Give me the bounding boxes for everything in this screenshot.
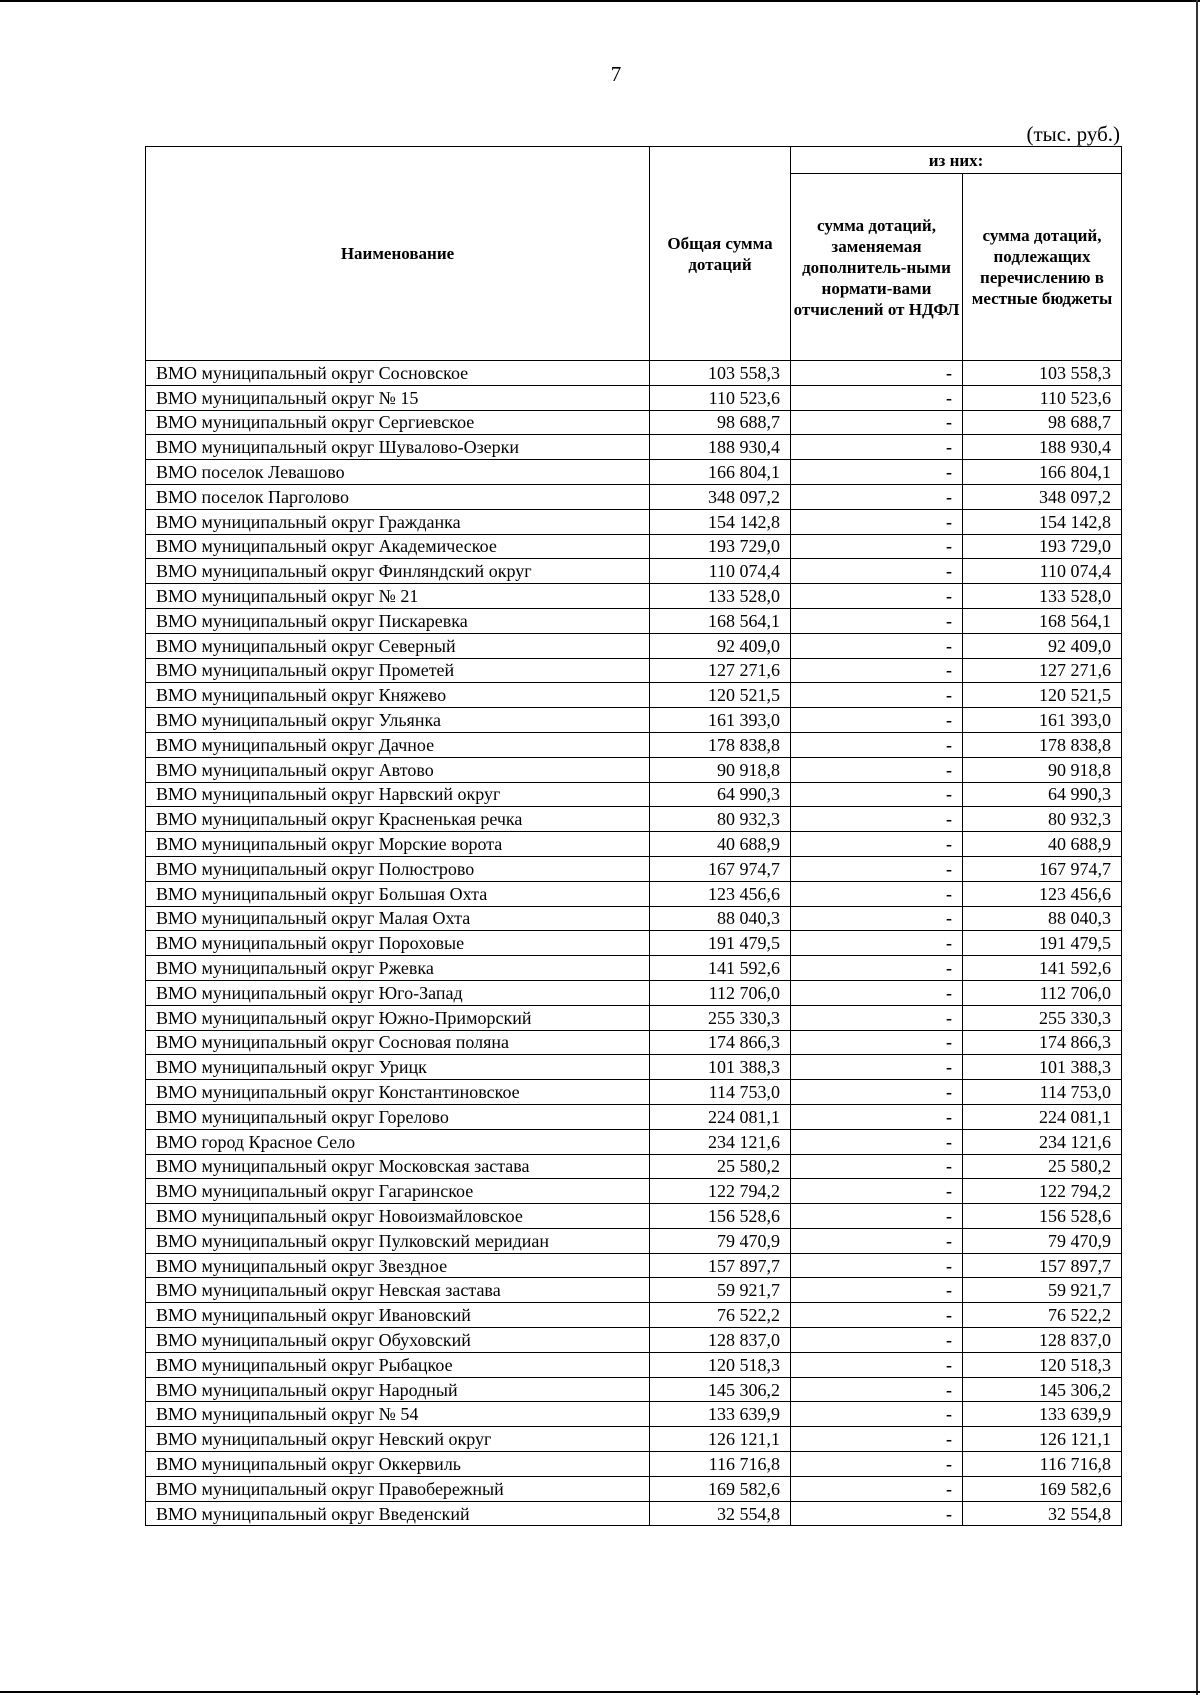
cell-replaced: -	[791, 1154, 963, 1179]
cell-name: ВМО город Красное Село	[146, 1129, 650, 1154]
cell-replaced: -	[791, 980, 963, 1005]
table-row	[146, 658, 1122, 683]
cell-total: 120 521,5	[650, 683, 791, 708]
cell-transferred: 126 121,1	[963, 1427, 1122, 1452]
cell-replaced: -	[791, 807, 963, 832]
cell-replaced: -	[791, 1452, 963, 1477]
cell-replaced: -	[791, 757, 963, 782]
cell-name: ВМО муниципальный округ Ивановский	[146, 1303, 650, 1328]
cell-transferred: 64 990,3	[963, 782, 1122, 807]
cell-total: 169 582,6	[650, 1476, 791, 1501]
cell-replaced: -	[791, 732, 963, 757]
table-row	[146, 1080, 1122, 1105]
cell-transferred: 133 528,0	[963, 584, 1122, 609]
table-row	[146, 460, 1122, 485]
header-total: Общая сумма дотаций	[650, 147, 791, 361]
cell-name: ВМО поселок Парголово	[146, 484, 650, 509]
cell-replaced: -	[791, 1228, 963, 1253]
cell-total: 167 974,7	[650, 856, 791, 881]
cell-name: ВМО муниципальный округ Оккервиль	[146, 1452, 650, 1477]
cell-transferred: 156 528,6	[963, 1204, 1122, 1229]
cell-transferred: 25 580,2	[963, 1154, 1122, 1179]
cell-transferred: 90 918,8	[963, 757, 1122, 782]
cell-total: 154 142,8	[650, 509, 791, 534]
table-row	[146, 683, 1122, 708]
cell-transferred: 168 564,1	[963, 608, 1122, 633]
cell-total: 123 456,6	[650, 881, 791, 906]
table-row	[146, 1030, 1122, 1055]
cell-name: ВМО муниципальный округ Народный	[146, 1377, 650, 1402]
cell-total: 157 897,7	[650, 1253, 791, 1278]
table-row	[146, 1501, 1122, 1526]
cell-total: 224 081,1	[650, 1104, 791, 1129]
cell-name: ВМО муниципальный округ Нарвский округ	[146, 782, 650, 807]
cell-total: 90 918,8	[650, 757, 791, 782]
cell-replaced: -	[791, 856, 963, 881]
cell-name: ВМО муниципальный округ Обуховский	[146, 1328, 650, 1353]
cell-transferred: 120 518,3	[963, 1352, 1122, 1377]
cell-name: ВМО муниципальный округ Прометей	[146, 658, 650, 683]
cell-replaced: -	[791, 1129, 963, 1154]
cell-name: ВМО муниципальный округ Невский округ	[146, 1427, 650, 1452]
cell-transferred: 116 716,8	[963, 1452, 1122, 1477]
cell-name: ВМО муниципальный округ Академическое	[146, 534, 650, 559]
table-row	[146, 708, 1122, 733]
cell-replaced: -	[791, 1104, 963, 1129]
cell-total: 92 409,0	[650, 633, 791, 658]
cell-total: 178 838,8	[650, 732, 791, 757]
cell-replaced: -	[791, 832, 963, 857]
cell-transferred: 224 081,1	[963, 1104, 1122, 1129]
table-row	[146, 608, 1122, 633]
cell-transferred: 112 706,0	[963, 980, 1122, 1005]
table-row	[146, 385, 1122, 410]
table-row	[146, 1179, 1122, 1204]
cell-total: 110 074,4	[650, 559, 791, 584]
scan-border-right	[1196, 0, 1198, 1695]
cell-name: ВМО муниципальный округ Красненькая речка	[146, 807, 650, 832]
cell-name: ВМО муниципальный округ Звездное	[146, 1253, 650, 1278]
cell-transferred: 32 554,8	[963, 1501, 1122, 1526]
cell-replaced: -	[791, 956, 963, 981]
cell-name: ВМО муниципальный округ Малая Охта	[146, 906, 650, 931]
cell-replaced: -	[791, 460, 963, 485]
cell-transferred: 166 804,1	[963, 460, 1122, 485]
cell-total: 156 528,6	[650, 1204, 791, 1229]
cell-transferred: 123 456,6	[963, 881, 1122, 906]
cell-name: ВМО муниципальный округ Южно-Приморский	[146, 1005, 650, 1030]
cell-total: 234 121,6	[650, 1129, 791, 1154]
cell-name: ВМО муниципальный округ Гражданка	[146, 509, 650, 534]
cell-name: ВМО муниципальный округ Введенский	[146, 1501, 650, 1526]
cell-name: ВМО муниципальный округ Полюстрово	[146, 856, 650, 881]
table-row	[146, 435, 1122, 460]
cell-replaced: -	[791, 1427, 963, 1452]
cell-replaced: -	[791, 906, 963, 931]
cell-replaced: -	[791, 1377, 963, 1402]
cell-transferred: 154 142,8	[963, 509, 1122, 534]
cell-total: 166 804,1	[650, 460, 791, 485]
table-row	[146, 1154, 1122, 1179]
table-row	[146, 1303, 1122, 1328]
cell-replaced: -	[791, 509, 963, 534]
cell-total: 79 470,9	[650, 1228, 791, 1253]
cell-total: 126 121,1	[650, 1427, 791, 1452]
cell-replaced: -	[791, 1204, 963, 1229]
table-row	[146, 1104, 1122, 1129]
table-row	[146, 1328, 1122, 1353]
cell-name: ВМО муниципальный округ Гагаринское	[146, 1179, 650, 1204]
cell-total: 101 388,3	[650, 1055, 791, 1080]
table-row	[146, 1402, 1122, 1427]
table-row	[146, 1055, 1122, 1080]
cell-total: 116 716,8	[650, 1452, 791, 1477]
cell-total: 193 729,0	[650, 534, 791, 559]
header-replaced: сумма дотаций, заменяемая дополнитель-ными нормати-вами отчислений от НДФЛ	[791, 174, 963, 361]
cell-name: ВМО муниципальный округ № 21	[146, 584, 650, 609]
cell-transferred: 191 479,5	[963, 931, 1122, 956]
cell-transferred: 161 393,0	[963, 708, 1122, 733]
cell-transferred: 133 639,9	[963, 1402, 1122, 1427]
cell-transferred: 178 838,8	[963, 732, 1122, 757]
scan-border-bottom	[0, 1691, 1200, 1693]
table-body	[146, 361, 1122, 1526]
cell-total: 103 558,3	[650, 361, 791, 386]
cell-name: ВМО муниципальный округ Княжево	[146, 683, 650, 708]
table-row	[146, 410, 1122, 435]
cell-transferred: 40 688,9	[963, 832, 1122, 857]
table-row	[146, 832, 1122, 857]
cell-total: 40 688,9	[650, 832, 791, 857]
cell-total: 128 837,0	[650, 1328, 791, 1353]
cell-replaced: -	[791, 484, 963, 509]
cell-replaced: -	[791, 435, 963, 460]
table-row	[146, 1129, 1122, 1154]
cell-total: 168 564,1	[650, 608, 791, 633]
table-row	[146, 509, 1122, 534]
cell-transferred: 80 932,3	[963, 807, 1122, 832]
table-header	[146, 147, 1122, 361]
cell-name: ВМО муниципальный округ Автово	[146, 757, 650, 782]
cell-transferred: 174 866,3	[963, 1030, 1122, 1055]
cell-transferred: 110 523,6	[963, 385, 1122, 410]
cell-replaced: -	[791, 584, 963, 609]
subsidies-table	[145, 146, 1122, 1526]
cell-name: ВМО муниципальный округ Сосновское	[146, 361, 650, 386]
cell-name: ВМО муниципальный округ Финляндский округ	[146, 559, 650, 584]
cell-total: 64 990,3	[650, 782, 791, 807]
cell-name: ВМО муниципальный округ Пороховые	[146, 931, 650, 956]
cell-name: ВМО муниципальный округ Морские ворота	[146, 832, 650, 857]
cell-total: 112 706,0	[650, 980, 791, 1005]
cell-transferred: 110 074,4	[963, 559, 1122, 584]
units-label: (тыс. руб.)	[1026, 122, 1120, 146]
table-row	[146, 1427, 1122, 1452]
cell-transferred: 59 921,7	[963, 1278, 1122, 1303]
cell-name: ВМО муниципальный округ Правобережный	[146, 1476, 650, 1501]
cell-transferred: 127 271,6	[963, 658, 1122, 683]
cell-transferred: 98 688,7	[963, 410, 1122, 435]
table-row	[146, 361, 1122, 386]
cell-replaced: -	[791, 1030, 963, 1055]
cell-name: ВМО муниципальный округ Невская застава	[146, 1278, 650, 1303]
cell-name: ВМО муниципальный округ Большая Охта	[146, 881, 650, 906]
table-row	[146, 956, 1122, 981]
cell-replaced: -	[791, 1253, 963, 1278]
cell-name: ВМО муниципальный округ Рыбацкое	[146, 1352, 650, 1377]
header-of-which: из них:	[791, 147, 1122, 174]
table-row	[146, 534, 1122, 559]
cell-total: 161 393,0	[650, 708, 791, 733]
cell-transferred: 193 729,0	[963, 534, 1122, 559]
cell-transferred: 79 470,9	[963, 1228, 1122, 1253]
cell-name: ВМО муниципальный округ Ульянка	[146, 708, 650, 733]
table-row	[146, 980, 1122, 1005]
cell-transferred: 92 409,0	[963, 633, 1122, 658]
cell-total: 25 580,2	[650, 1154, 791, 1179]
cell-transferred: 114 753,0	[963, 1080, 1122, 1105]
cell-total: 59 921,7	[650, 1278, 791, 1303]
header-name: Наименование	[146, 147, 650, 361]
cell-transferred: 348 097,2	[963, 484, 1122, 509]
cell-replaced: -	[791, 1080, 963, 1105]
cell-replaced: -	[791, 1005, 963, 1030]
cell-replaced: -	[791, 534, 963, 559]
cell-total: 133 639,9	[650, 1402, 791, 1427]
table-row	[146, 931, 1122, 956]
table-row	[146, 1476, 1122, 1501]
cell-total: 348 097,2	[650, 484, 791, 509]
cell-replaced: -	[791, 708, 963, 733]
table-row	[146, 782, 1122, 807]
cell-total: 120 518,3	[650, 1352, 791, 1377]
cell-replaced: -	[791, 361, 963, 386]
cell-total: 174 866,3	[650, 1030, 791, 1055]
table-row	[146, 1352, 1122, 1377]
cell-total: 80 932,3	[650, 807, 791, 832]
cell-total: 32 554,8	[650, 1501, 791, 1526]
cell-total: 191 479,5	[650, 931, 791, 956]
cell-replaced: -	[791, 931, 963, 956]
cell-total: 133 528,0	[650, 584, 791, 609]
cell-replaced: -	[791, 1328, 963, 1353]
cell-transferred: 234 121,6	[963, 1129, 1122, 1154]
cell-transferred: 122 794,2	[963, 1179, 1122, 1204]
cell-name: ВМО муниципальный округ № 54	[146, 1402, 650, 1427]
cell-name: ВМО муниципальный округ Дачное	[146, 732, 650, 757]
cell-replaced: -	[791, 559, 963, 584]
table-row	[146, 1253, 1122, 1278]
page-number: 7	[610, 62, 622, 86]
cell-replaced: -	[791, 1278, 963, 1303]
cell-replaced: -	[791, 658, 963, 683]
cell-replaced: -	[791, 683, 963, 708]
cell-name: ВМО муниципальный округ Северный	[146, 633, 650, 658]
cell-total: 255 330,3	[650, 1005, 791, 1030]
cell-name: ВМО муниципальный округ Московская застава	[146, 1154, 650, 1179]
scan-border-top	[0, 0, 1200, 2]
cell-total: 145 306,2	[650, 1377, 791, 1402]
cell-transferred: 103 558,3	[963, 361, 1122, 386]
cell-name: ВМО муниципальный округ Ржевка	[146, 956, 650, 981]
cell-total: 76 522,2	[650, 1303, 791, 1328]
table-row	[146, 584, 1122, 609]
cell-replaced: -	[791, 633, 963, 658]
cell-replaced: -	[791, 385, 963, 410]
cell-transferred: 88 040,3	[963, 906, 1122, 931]
table-row	[146, 881, 1122, 906]
cell-name: ВМО поселок Левашово	[146, 460, 650, 485]
cell-total: 114 753,0	[650, 1080, 791, 1105]
cell-replaced: -	[791, 782, 963, 807]
table-row	[146, 633, 1122, 658]
cell-name: ВМО муниципальный округ Константиновское	[146, 1080, 650, 1105]
cell-transferred: 120 521,5	[963, 683, 1122, 708]
cell-total: 110 523,6	[650, 385, 791, 410]
cell-replaced: -	[791, 410, 963, 435]
cell-total: 127 271,6	[650, 658, 791, 683]
cell-name: ВМО муниципальный округ Пискаревка	[146, 608, 650, 633]
cell-name: ВМО муниципальный округ Новоизмайловское	[146, 1204, 650, 1229]
table-row	[146, 1005, 1122, 1030]
cell-total: 141 592,6	[650, 956, 791, 981]
cell-replaced: -	[791, 1352, 963, 1377]
table-row	[146, 1452, 1122, 1477]
cell-transferred: 255 330,3	[963, 1005, 1122, 1030]
table-row	[146, 906, 1122, 931]
cell-name: ВМО муниципальный округ Пулковский меридиан	[146, 1228, 650, 1253]
table-row	[146, 1377, 1122, 1402]
header-transferred: сумма дотаций, подлежащих перечислению в местные бюджеты	[963, 174, 1122, 361]
cell-replaced: -	[791, 1402, 963, 1427]
cell-transferred: 128 837,0	[963, 1328, 1122, 1353]
cell-transferred: 145 306,2	[963, 1377, 1122, 1402]
cell-name: ВМО муниципальный округ Сергиевское	[146, 410, 650, 435]
table-row	[146, 732, 1122, 757]
cell-transferred: 169 582,6	[963, 1476, 1122, 1501]
cell-transferred: 157 897,7	[963, 1253, 1122, 1278]
cell-total: 122 794,2	[650, 1179, 791, 1204]
cell-name: ВМО муниципальный округ № 15	[146, 385, 650, 410]
cell-transferred: 76 522,2	[963, 1303, 1122, 1328]
table-row	[146, 856, 1122, 881]
cell-total: 188 930,4	[650, 435, 791, 460]
table-row	[146, 1278, 1122, 1303]
cell-replaced: -	[791, 1501, 963, 1526]
table-row	[146, 807, 1122, 832]
cell-replaced: -	[791, 881, 963, 906]
cell-name: ВМО муниципальный округ Урицк	[146, 1055, 650, 1080]
cell-name: ВМО муниципальный округ Сосновая поляна	[146, 1030, 650, 1055]
cell-transferred: 188 930,4	[963, 435, 1122, 460]
cell-replaced: -	[791, 1476, 963, 1501]
cell-name: ВМО муниципальный округ Горелово	[146, 1104, 650, 1129]
cell-replaced: -	[791, 1303, 963, 1328]
table-row	[146, 559, 1122, 584]
cell-total: 88 040,3	[650, 906, 791, 931]
cell-name: ВМО муниципальный округ Шувалово-Озерки	[146, 435, 650, 460]
cell-total: 98 688,7	[650, 410, 791, 435]
table-row	[146, 757, 1122, 782]
table-row	[146, 1228, 1122, 1253]
table-row	[146, 484, 1122, 509]
cell-replaced: -	[791, 1179, 963, 1204]
table-row	[146, 1204, 1122, 1229]
cell-replaced: -	[791, 608, 963, 633]
cell-name: ВМО муниципальный округ Юго-Запад	[146, 980, 650, 1005]
cell-transferred: 167 974,7	[963, 856, 1122, 881]
cell-replaced: -	[791, 1055, 963, 1080]
cell-transferred: 101 388,3	[963, 1055, 1122, 1080]
cell-transferred: 141 592,6	[963, 956, 1122, 981]
